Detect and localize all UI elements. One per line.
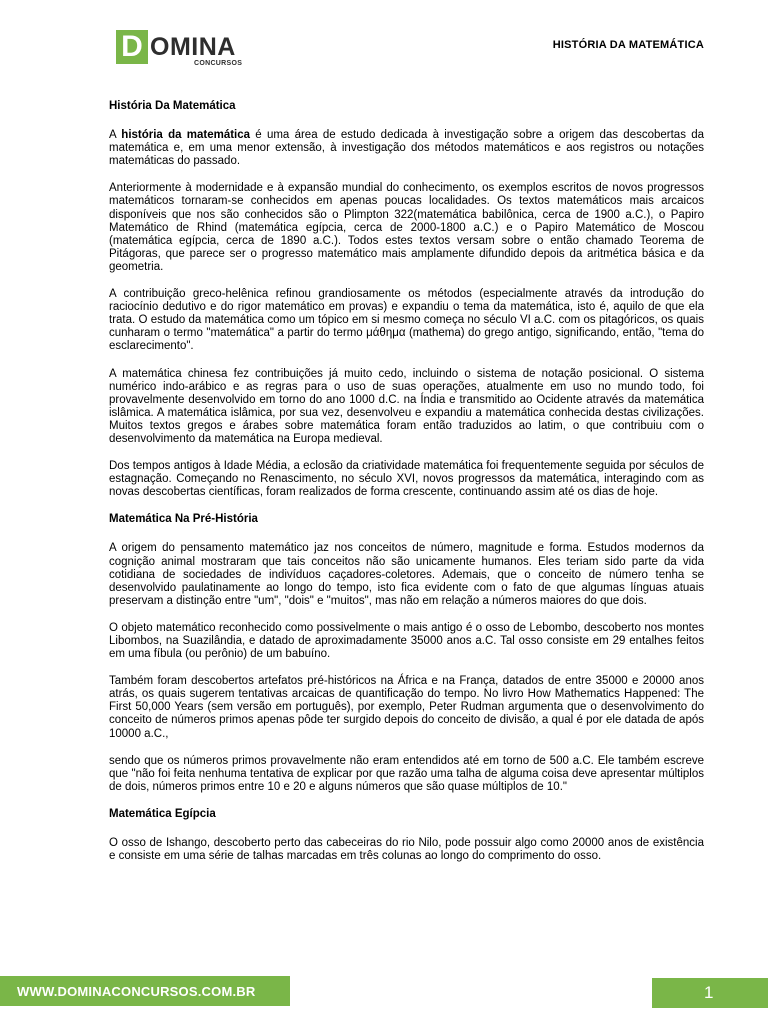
- section-heading: Matemática Egípcia: [109, 807, 216, 820]
- paragraph: O osso de Ishango, descoberto perto das cabeceiras do rio Nilo, pode possuir algo como 20000 anos de existência e consiste em uma série de talhas marcadas em três colunas ao longo do comprimento do osso.: [109, 837, 704, 863]
- section-heading: História Da Matemática: [109, 100, 236, 112]
- section-heading: Matemática Na Pré-História: [109, 513, 258, 526]
- document-body: [109, 100, 704, 877]
- page-number: 1: [704, 983, 714, 1002]
- bold-term: história da matemática: [121, 129, 251, 142]
- paragraph: A origem do pensamento matemático jaz nos conceitos de número, magnitude e forma. Estudos modernos da cognição animal mostraram que tais conceitos não são unicamente humanos. Eles teriam sido parte da vida cotidiana de sociedades de indivíduos caçadores-coletores. Ademais, que o conceito de número tenha se desenvolvido paulatinamente ao longo do tempo, isto fica evidente com o fato de que algumas línguas atuais preservam a distinção entre "um", "dois" e "muitos", mas não em relação a números maiores do que dois.: [109, 542, 704, 607]
- logo-subtitle: CONCURSOS: [194, 60, 243, 67]
- paragraph: Também foram descobertos artefatos pré-históricos na África e na França, datados de entre 35000 e 20000 anos atrás, os quais sugerem tentativas arcaicas de quantificação do tempo. No livro How Mathematics Happened: The First 50,000 Years (sem versão em português), por exemplo, Peter Rudman argumenta que o desenvolvimento do conceito de números primos apenas pôde ter surgido depois do conceito de divisão, a qual é por ele datada de após 10000 a.C.,: [109, 675, 704, 740]
- paragraph: Anteriormente à modernidade e à expansão mundial do conhecimento, os exemplos escritos de novos progressos matemáticos tornaram-se conhecidos em apenas poucas localidades. Os textos matemáticos mais arcaicos disponíveis que nos são conhecidos são o Plimpton 322(matemática babilônica, cerca de 1900 a.C.), o Papiro Matemático de Rhind (matemática egípcia, cerca de 2000-1800 a.C.) e o Papiro Matemático de Moscou (matemática egípcia, cerca de 1890 a.C.). Todos estes textos versam sobre o então chamado Teorema de Pitágoras, que parece ser o progresso matemático mais amplamente difundido depois da aritmética básica e da geometria.: [109, 182, 704, 273]
- paragraph: O objeto matemático reconhecido como possivelmente o mais antigo é o osso de Lebombo, descoberto nos montes Libombos, na Suazilândia, e datado de aproximadamente 35000 anos a.C. Tal osso consiste em 29 entalhes feitos em uma fíbula (ou perônio) de um babuíno.: [109, 621, 704, 661]
- paragraph: A contribuição greco-helênica refinou grandiosamente os métodos (especialmente através da introdução do raciocínio dedutivo e do rigor matemático em provas) e expandiu o tema da matemática, isto é, aquilo de que ela trata. O estudo da matemática como um tópico em si mesmo começa no século VI a.C. com os pitagóricos, os quais cunharam o termo "matemática" a partir do termo μάθημα (mathema) do grego antigo, significando, então, "tema do esclarecimento".: [109, 288, 704, 353]
- paragraph: Dos tempos antigos à Idade Média, a eclosão da criatividade matemática foi frequentemente seguida por séculos de estagnação. Começando no Renascimento, no século XVI, novos progressos da matemática, interagindo com as novas descobertas científicas, foram realizados de forma crescente, continuando assim até os dias de hoje.: [109, 460, 704, 499]
- page-number-box: [652, 978, 768, 1008]
- paragraph: A história da matemática é uma área de estudo dedicada à investigação sobre a origem das descobertas da matemática e, em uma menor extensão, à investigação dos métodos matemáticos e aos registros ou notações matemáticas do passado.: [109, 129, 704, 168]
- paragraph: sendo que os números primos provavelmente não eram entendidos até em torno de 500 a.C. Ele também escreve que "não foi feita nenhuma tentativa de explicar por que razão uma talha de alguma coisa deve apresentar múltiplos de dois, números primos entre 10 e 20 e alguns números que são quase múltiplos de 10.": [109, 754, 704, 793]
- logo-word: OMINA: [150, 33, 236, 61]
- footer-url-link[interactable]: WWW.DOMINACONCURSOS.COM.BR: [17, 984, 256, 999]
- logo-letter: D: [116, 30, 148, 64]
- paragraph: A matemática chinesa fez contribuições já muito cedo, incluindo o sistema de notação posicional. O sistema numérico indo-arábico e as regras para o uso de suas operações, atualmente em uso no mundo todo, foi provavelmente desenvolvido em torno do ano 1000 d.C. na Índia e transmitido ao Ocidente através da matemática islâmica. A matemática islâmica, por sua vez, desenvolveu e expandiu a matemática conhecida destas civilizações. Muitos textos gregos e árabes sobre matemática foram então traduzidos ao latim, o que contribuiu com o desenvolvimento da matemática na Europa medieval.: [109, 367, 704, 445]
- brand-logo: [116, 30, 243, 68]
- document-header-title: HISTÓRIA DA MATEMÁTICA: [552, 39, 704, 51]
- footer-url-bar: [0, 976, 290, 1006]
